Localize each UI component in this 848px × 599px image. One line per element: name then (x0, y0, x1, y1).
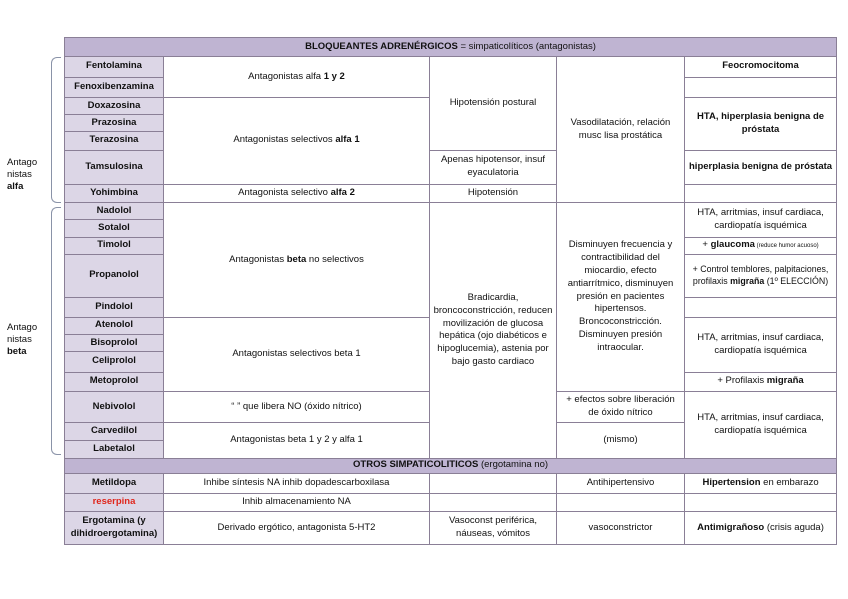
table-row (65, 184, 837, 202)
alfa-group-brace (51, 57, 61, 203)
drug-fenoxibenzamina: Fenoxibenzamina (65, 77, 164, 97)
drug-metildopa: Metildopa (65, 473, 164, 493)
use-ergotamina: Antimigrañoso (crisis aguda) (685, 512, 837, 545)
table-row (65, 473, 837, 493)
drug-timolol: Timolol (65, 237, 164, 254)
use-hta-1: HTA, arritmias, insuf cardiaca, cardiopatía isquémica (685, 203, 837, 237)
action-mismo: (mismo) (557, 423, 685, 458)
action-metildopa: Antihipertensivo (557, 473, 685, 493)
drug-nebivolol: Nebivolol (65, 391, 164, 422)
empty-cell (430, 494, 557, 512)
use-hta-hbp: HTA, hiperplasia benigna de próstata (685, 97, 837, 150)
empty-cell (685, 494, 837, 512)
effect-tamsulosina: Apenas hipotensor, insuf eyaculatoria (430, 150, 557, 184)
empty-cell (685, 297, 837, 317)
table-row (65, 203, 837, 220)
use-hta-3: HTA, arritmias, insuf cardiaca, cardiopatía isquémica (685, 391, 837, 458)
use-propanolol: + Control temblores, palpitaciones, profilaxis migraña (1º ELECCIÓN) (685, 254, 837, 297)
use-hbp: hiperplasia benigna de próstata (685, 150, 837, 184)
action-ergotamina: vasoconstrictor (557, 512, 685, 545)
other-header-row (65, 458, 837, 473)
effect-yohimbina: Hipotensión (430, 184, 557, 202)
mechanism-ergotamina: Derivado ergótico, antagonista 5-HT2 (164, 512, 430, 545)
drug-bisoprolol: Bisoprolol (65, 335, 164, 352)
drug-labetalol: Labetalol (65, 441, 164, 458)
drug-carvedilol: Carvedilol (65, 423, 164, 441)
mechanism-reserpina: Inhib almacenamiento NA (164, 494, 430, 512)
beta-group-label: Antago nistas beta (7, 322, 38, 357)
mechanism-beta-1-2-alfa-1: Antagonistas beta 1 y 2 y alfa 1 (164, 423, 430, 458)
drug-tamsulosina: Tamsulosina (65, 150, 164, 184)
mechanism-nebivolol: “ ” que libera NO (óxido nítrico) (164, 391, 430, 422)
empty-cell (430, 473, 557, 493)
effect-beta: Bradicardia, broncoconstricción, reducen movilización de glucosa hepática (ojo diabéticos e hipoglucemia), astenia por bajo gasto cardiaco (430, 203, 557, 458)
effect-ergotamina: Vasoconst periférica, náuseas, vómitos (430, 512, 557, 545)
drug-reserpina: reserpina (65, 494, 164, 512)
empty-cell (557, 494, 685, 512)
use-hta-2: HTA, arritmias, insuf cardiaca, cardiopatía isquémica (685, 317, 837, 372)
table-row (65, 512, 837, 545)
drug-nadolol: Nadolol (65, 203, 164, 220)
drug-terazosina: Terazosina (65, 132, 164, 150)
empty-cell (685, 77, 837, 97)
other-title: OTROS SIMPATICOLITICOS (ergotamina no) (65, 458, 837, 473)
table-title: BLOQUEANTES ADRENÉRGICOS = simpaticolíticos (antagonistas) (65, 38, 837, 57)
effect-hipotension-postural: Hipotensión postural (430, 57, 557, 150)
table-row (65, 57, 837, 77)
alfa-group-label: Antago nistas alfa (7, 157, 38, 192)
action-nebivolol: + efectos sobre liberación de óxido nítrico (557, 391, 685, 422)
mechanism-beta-1: Antagonistas selectivos beta 1 (164, 317, 430, 391)
table-row (65, 494, 837, 512)
table-header-row (65, 38, 837, 57)
drug-propanolol: Propanolol (65, 254, 164, 297)
adrenergic-blockers-table (64, 37, 837, 545)
action-alfa: Vasodilatación, relación musc lisa prostática (557, 57, 685, 203)
use-feocromocitoma: Feocromocitoma (685, 57, 837, 77)
drug-doxazosina: Doxazosina (65, 97, 164, 114)
drug-yohimbina: Yohimbina (65, 184, 164, 202)
action-beta: Disminuyen frecuencia y contractibilidad del miocardio, efecto antiarrítmico, disminuyen presión en pacientes hipertensos. Broncoconstricción. Disminuyen presión intraocular. (557, 203, 685, 392)
mechanism-alfa-1-2: Antagonistas alfa 1 y 2 (164, 57, 430, 98)
drug-pindolol: Pindolol (65, 297, 164, 317)
beta-group-brace (51, 207, 61, 455)
use-metildopa: Hipertension en embarazo (685, 473, 837, 493)
drug-atenolol: Atenolol (65, 317, 164, 334)
drug-prazosina: Prazosina (65, 115, 164, 132)
mechanism-alfa-1: Antagonistas selectivos alfa 1 (164, 97, 430, 184)
mechanism-beta-no-selectivos: Antagonistas beta no selectivos (164, 203, 430, 318)
use-timolol-glaucoma: + glaucoma (reduce humor acuoso) (685, 237, 837, 254)
drug-fentolamina: Fentolamina (65, 57, 164, 77)
drug-metoprolol: Metoprolol (65, 372, 164, 391)
mechanism-metildopa: Inhibe síntesis NA inhib dopadescarboxilasa (164, 473, 430, 493)
drug-celiprolol: Celiprolol (65, 352, 164, 372)
empty-cell (685, 184, 837, 202)
drug-sotalol: Sotalol (65, 220, 164, 237)
mechanism-alfa-2: Antagonista selectivo alfa 2 (164, 184, 430, 202)
drug-ergotamina: Ergotamina (y dihidroergotamina) (65, 512, 164, 545)
use-metoprolol: + Profilaxis migraña (685, 372, 837, 391)
